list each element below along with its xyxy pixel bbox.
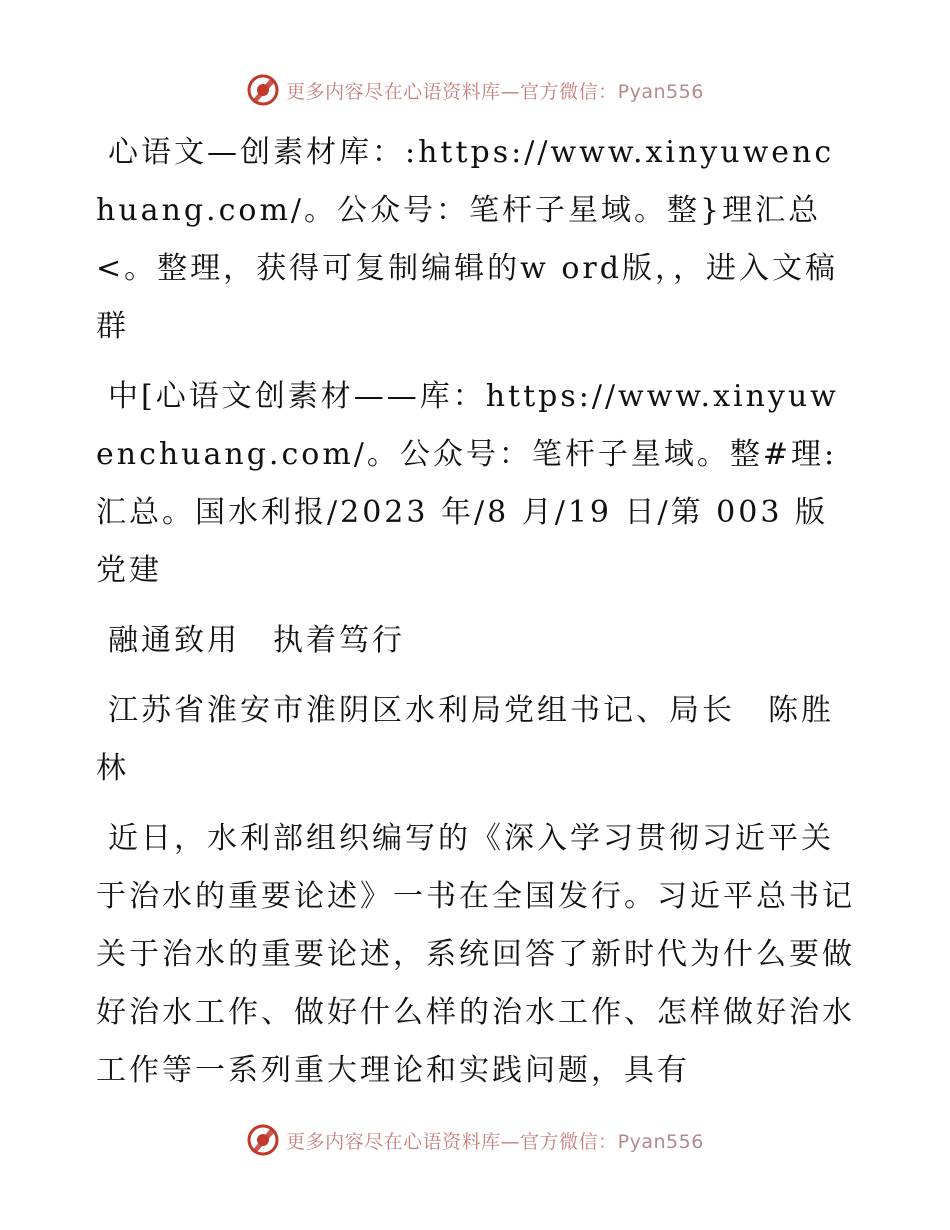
footer-banner-inner: [246, 1123, 704, 1157]
paragraph-text: 中[心语文创素材——库：https://www.xinyuwenchuang.com/。公众号：笔杆子星域。整#理:汇总。国水利报/2023 年/8 月/19 日/第 003 版党建: [96, 379, 839, 588]
header-banner-label: 更多内容尽在心语资料库—官方微信：: [286, 80, 618, 103]
article-body-paragraph: [96, 810, 856, 1100]
paragraph-source-1: [96, 124, 856, 356]
pen-nib-logo-icon: [246, 73, 280, 107]
footer-banner: [0, 1120, 950, 1160]
article-title: [96, 612, 856, 670]
paragraph-text: 近日，水利部组织编写的《深入学习贯彻习近平关于治水的重要论述》一书在全国发行。习近平总书记关于治水的重要论述，系统回答了新时代为什么要做好治水工作、做好什么样的治水工作、怎样做好治水工作等一系列重大理论和实践问题，具有: [96, 821, 855, 1088]
footer-banner-label: 更多内容尽在心语资料库—官方微信：: [286, 1130, 618, 1153]
footer-banner-text: [286, 1127, 704, 1154]
article-author: [96, 682, 856, 798]
paragraph-text: 心语文—创素材库：:https://www.xinyuwenchuang.com/。公众号：笔杆子星域。整}理汇总<。整理，获得可复制编辑的w ord版，，进入文稿群: [96, 135, 838, 344]
document-body: [96, 124, 856, 1112]
header-banner: [0, 70, 950, 110]
paragraph-text: 江苏省淮安市淮阴区水利局党组书记、局长 陈胜林: [96, 693, 834, 786]
header-banner-inner: [246, 73, 704, 107]
pen-nib-logo-icon: [246, 1123, 280, 1157]
footer-banner-wechat: Pyan556: [617, 1130, 704, 1153]
header-banner-wechat: Pyan556: [617, 80, 704, 103]
paragraph-text: 融通致用 执着笃行: [108, 623, 405, 658]
header-banner-text: [286, 77, 704, 104]
paragraph-source-2: [96, 368, 856, 600]
